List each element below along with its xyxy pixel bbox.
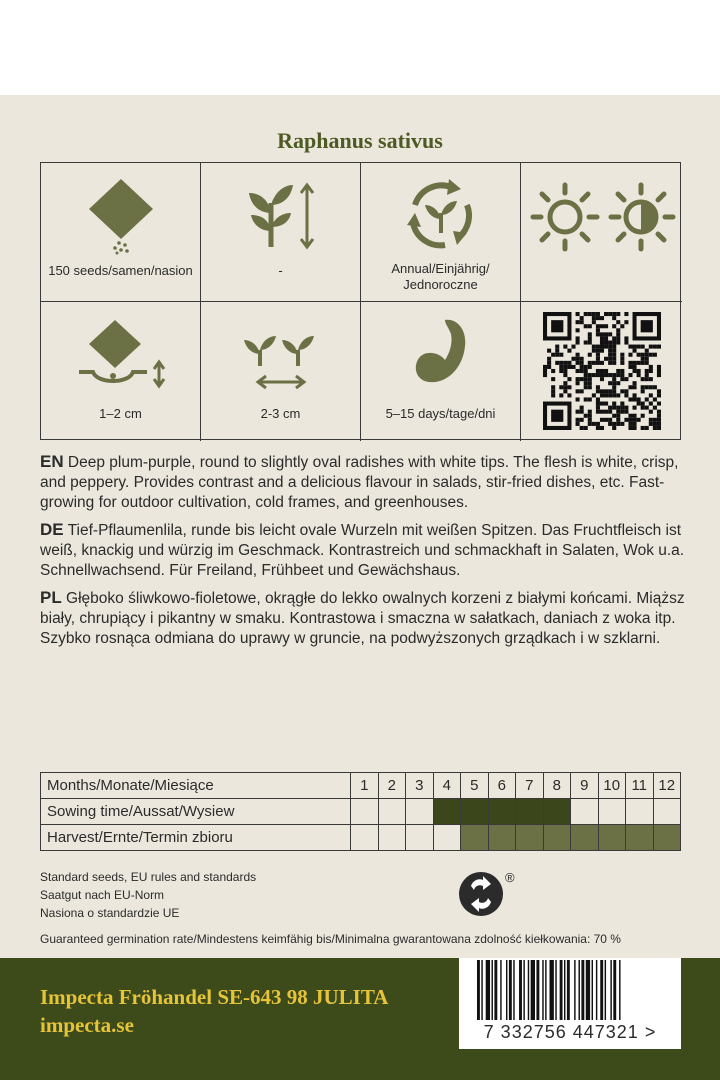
annual-cycle-icon (401, 175, 481, 255)
sowing-depth-icon (71, 314, 171, 394)
month-2: 2 (378, 773, 406, 799)
month-10: 10 (598, 773, 626, 799)
description-de-text: Tief-Pflaumenlila, runde bis leicht ovale Wurzeln mit weißen Spitzen. Das Fruchtfleisch ist weiß, knackig und würzig im Geschmack. Kontrastreich und schmackhaft in Salaten, Wok u.a. Schnellwachsend. Für Freiland, Frühbeet und Gewächshaus. (40, 522, 685, 579)
month-9: 9 (571, 773, 599, 799)
sowing-cell-6 (488, 799, 516, 825)
icon-grid (40, 162, 681, 440)
harvest-cell-1 (351, 825, 379, 851)
registered-mark: ® (505, 870, 515, 885)
description (40, 452, 690, 656)
lang-code-de: DE (40, 520, 64, 539)
description-en-text: Deep plum-purple, round to slightly oval radishes with white tips. The flesh is white, crisp, and peppery. Provides contrast and a delicious flavour in salads, stir-fried dishes, etc. Fast-growing for outdoor cultivation, cold frames, and greenhouses. (40, 454, 679, 511)
germination-icon (401, 314, 481, 394)
cell-spacing (201, 302, 361, 441)
standards-line-pl: Nasiona o standardzie UE (40, 906, 180, 920)
harvest-row (41, 825, 681, 851)
cell-seeds (41, 163, 201, 302)
seed-packet-icon (81, 175, 161, 255)
hanger-cutout (0, 0, 720, 95)
sowing-cell-10 (598, 799, 626, 825)
cell-light (521, 163, 682, 302)
standards-text (40, 868, 256, 922)
sowing-cell-3 (406, 799, 434, 825)
cell-height (201, 163, 361, 302)
sowing-label: Sowing time/Aussat/Wysiew (41, 799, 351, 825)
company-website[interactable]: impecta.se (40, 1013, 134, 1037)
month-8: 8 (543, 773, 571, 799)
green-dot-icon (457, 868, 521, 926)
lang-code-pl: PL (40, 588, 62, 607)
plant-height-icon (241, 175, 321, 255)
height-caption: - (278, 263, 283, 278)
cell-qr (521, 302, 682, 441)
sowing-cell-11 (626, 799, 654, 825)
harvest-cell-4 (433, 825, 461, 851)
description-en (40, 452, 690, 513)
month-11: 11 (626, 773, 654, 799)
harvest-cell-2 (378, 825, 406, 851)
sowing-row (41, 799, 681, 825)
month-5: 5 (461, 773, 489, 799)
sowing-cell-12 (653, 799, 681, 825)
sowing-cell-4 (433, 799, 461, 825)
cell-depth (41, 302, 201, 441)
description-pl (40, 588, 690, 649)
harvest-cell-12 (653, 825, 681, 851)
months-label: Months/Monate/Miesiące (41, 773, 351, 799)
full-sun-icon (527, 181, 677, 261)
sowing-cell-7 (516, 799, 544, 825)
month-12: 12 (653, 773, 681, 799)
cell-germination (361, 302, 521, 441)
harvest-cell-6 (488, 825, 516, 851)
germination-rate: Guaranteed germination rate/Mindestens keimfähig bis/Minimalna gwarantowana zdolność kiełkowania: 70 % (40, 932, 621, 946)
barcode-bars (475, 960, 665, 1020)
harvest-cell-5 (461, 825, 489, 851)
lifecycle-caption: Annual/Einjährig/ Jednoroczne (391, 261, 490, 292)
germination-caption: 5–15 days/tage/dni (385, 406, 496, 421)
standards-line-de: Saatgut nach EU-Norm (40, 888, 165, 902)
sowing-cell-9 (571, 799, 599, 825)
description-pl-text: Głęboko śliwkowo-fioletowe, okrągłe do lekko owalnych korzeni z białymi końcami. Miąższ biały, chrupiący i pikantny w smaku. Kontrastowa i smaczna w sałatkach, daniach z woka itp. Szybko rosnąca odmiana do uprawy w gruncie, na podwyższonych grządkach i w szklarni. (40, 590, 685, 647)
harvest-cell-3 (406, 825, 434, 851)
month-4: 4 (433, 773, 461, 799)
calendar-header-row (41, 773, 681, 799)
cell-lifecycle (361, 163, 521, 302)
month-7: 7 (516, 773, 544, 799)
standards-line-en: Standard seeds, EU rules and standards (40, 870, 257, 884)
harvest-cell-8 (543, 825, 571, 851)
sowing-calendar (40, 772, 681, 851)
sowing-cell-1 (351, 799, 379, 825)
barcode-number: 7 332756 447321 > (483, 1022, 657, 1042)
month-6: 6 (488, 773, 516, 799)
company-address: Impecta Fröhandel SE-643 98 JULITA (40, 985, 389, 1009)
depth-caption: 1–2 cm (99, 406, 142, 421)
plant-spacing-icon (236, 314, 326, 394)
half-shade-icon (611, 185, 673, 249)
qr-code-icon[interactable] (543, 312, 661, 430)
sowing-cell-8 (543, 799, 571, 825)
seeds-caption: 150 seeds/samen/nasion (48, 263, 193, 278)
lang-code-en: EN (40, 452, 64, 471)
barcode (459, 958, 681, 1049)
month-3: 3 (406, 773, 434, 799)
description-de (40, 520, 690, 581)
harvest-cell-10 (598, 825, 626, 851)
harvest-cell-11 (626, 825, 654, 851)
harvest-cell-7 (516, 825, 544, 851)
harvest-label: Harvest/Ernte/Termin zbioru (41, 825, 351, 851)
sowing-cell-2 (378, 799, 406, 825)
species-name: Raphanus sativus (277, 128, 443, 153)
harvest-cell-9 (571, 825, 599, 851)
sowing-cell-5 (461, 799, 489, 825)
month-1: 1 (351, 773, 379, 799)
spacing-caption: 2-3 cm (260, 406, 301, 421)
